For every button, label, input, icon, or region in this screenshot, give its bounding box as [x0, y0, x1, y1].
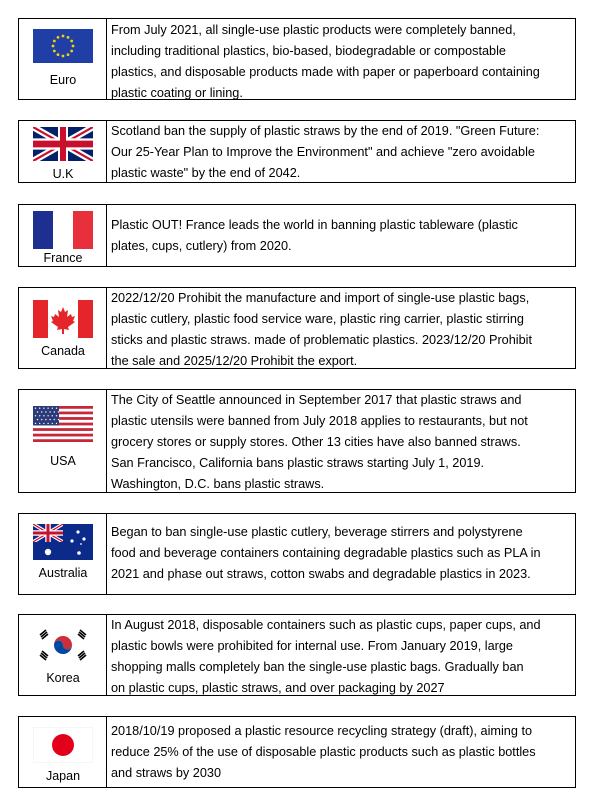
policy-row-japan: [18, 716, 576, 788]
text-line: grocery stores or supply stores. Other 13 cities have also banned straws.: [111, 435, 521, 449]
text-line: plastics, and disposable products made with paper or paperboard containing: [111, 65, 540, 79]
flag-cell: [19, 615, 107, 695]
policy-text: [111, 390, 571, 495]
policy-text: [111, 288, 571, 372]
flag-cell: [19, 514, 107, 594]
country-name: Australia: [38, 566, 88, 580]
usa-flag-icon: [33, 406, 93, 442]
korea-flag-icon: [33, 625, 93, 665]
policy-text: [111, 121, 571, 184]
text-line: plastic coating or lining.: [111, 86, 243, 100]
text-line: Began to ban single-use plastic cutlery, beverage stirrers and polystyrene: [111, 525, 523, 539]
policy-row-euro: [18, 18, 576, 100]
flag-cell: [19, 717, 107, 787]
text-line: food and beverage containers containing degradable plastics such as PLA in: [111, 546, 541, 560]
text-line: sticks and plastic straws. made of problematic plastics. 2023/12/20 Prohibit: [111, 333, 533, 347]
flag-cell: [19, 390, 107, 492]
policy-row-australia: [18, 513, 576, 595]
policy-row-uk: [18, 120, 576, 183]
text-line: Our 25-Year Plan to Improve the Environment" and achieve "zero avoidable: [111, 145, 535, 159]
policy-text: [111, 215, 571, 257]
eu-flag-icon: [33, 29, 93, 63]
flag-cell: [19, 19, 107, 99]
australia-flag-icon: [33, 524, 93, 560]
text-line: plastic utensils were banned from July 2018 applies to restaurants, but not: [111, 414, 528, 428]
text-line: Washington, D.C. bans plastic straws.: [111, 477, 325, 491]
policy-row-korea: [18, 614, 576, 696]
text-line: Scotland ban the supply of plastic straws by the end of 2019. "Green Future:: [111, 124, 540, 138]
country-name: U.K: [52, 167, 74, 181]
text-line: In August 2018, disposable containers such as plastic cups, paper cups, and: [111, 618, 541, 632]
country-name: Canada: [41, 344, 85, 358]
policy-text: [111, 615, 571, 699]
flag-cell: [19, 288, 107, 368]
policy-text: [111, 721, 571, 784]
policy-text: [111, 20, 571, 104]
policy-row-usa: [18, 389, 576, 493]
country-name: USA: [50, 454, 76, 468]
text-line: plastic bowls were prohibited for internal use. From January 2019, large: [111, 639, 513, 653]
country-name: Japan: [45, 769, 81, 783]
text-line: on plastic cups, plastic straws, and over packaging by 2027: [111, 681, 445, 695]
text-line: reduce 25% of the use of disposable plastic products such as plastic bottles: [111, 745, 536, 759]
flag-cell: [19, 121, 107, 182]
text-line: including traditional plastics, bio-based, biodegradable or compostable: [111, 44, 506, 58]
text-line: plastic cutlery, plastic food service ware, plastic ring carrier, plastic stirring: [111, 312, 524, 326]
country-name: France: [43, 251, 83, 265]
flag-cell: [19, 205, 107, 266]
uk-flag-icon: [33, 127, 93, 161]
text-line: and straws by 2030: [111, 766, 222, 780]
country-name: Korea: [46, 671, 80, 685]
text-line: San Francisco, California bans plastic straws starting July 1, 2019.: [111, 456, 485, 470]
text-line: Plastic OUT! France leads the world in banning plastic tableware (plastic: [111, 218, 518, 232]
text-line: the sale and 2025/12/20 Prohibit the export.: [111, 354, 358, 368]
text-line: The City of Seattle announced in September 2017 that plastic straws and: [111, 393, 522, 407]
text-line: shopping malls completely ban the single-use plastic bags. Gradually ban: [111, 660, 524, 674]
canada-flag-icon: [33, 300, 93, 338]
text-line: plates, cups, cutlery) from 2020.: [111, 239, 292, 253]
country-name: Euro: [49, 73, 77, 87]
text-line: plastic waste" by the end of 2042.: [111, 166, 301, 180]
text-line: 2022/12/20 Prohibit the manufacture and import of single-use plastic bags,: [111, 291, 530, 305]
japan-flag-icon: [33, 727, 93, 763]
policy-row-france: [18, 204, 576, 267]
text-line: 2018/10/19 proposed a plastic resource recycling strategy (draft), aiming to: [111, 724, 533, 738]
france-flag-icon: [33, 211, 93, 249]
policy-text: [111, 522, 571, 585]
policy-row-canada: [18, 287, 576, 369]
text-line: From July 2021, all single-use plastic products were completely banned,: [111, 23, 516, 37]
text-line: 2021 and phase out straws, cotton swabs and degradable plastics in 2023.: [111, 567, 531, 581]
